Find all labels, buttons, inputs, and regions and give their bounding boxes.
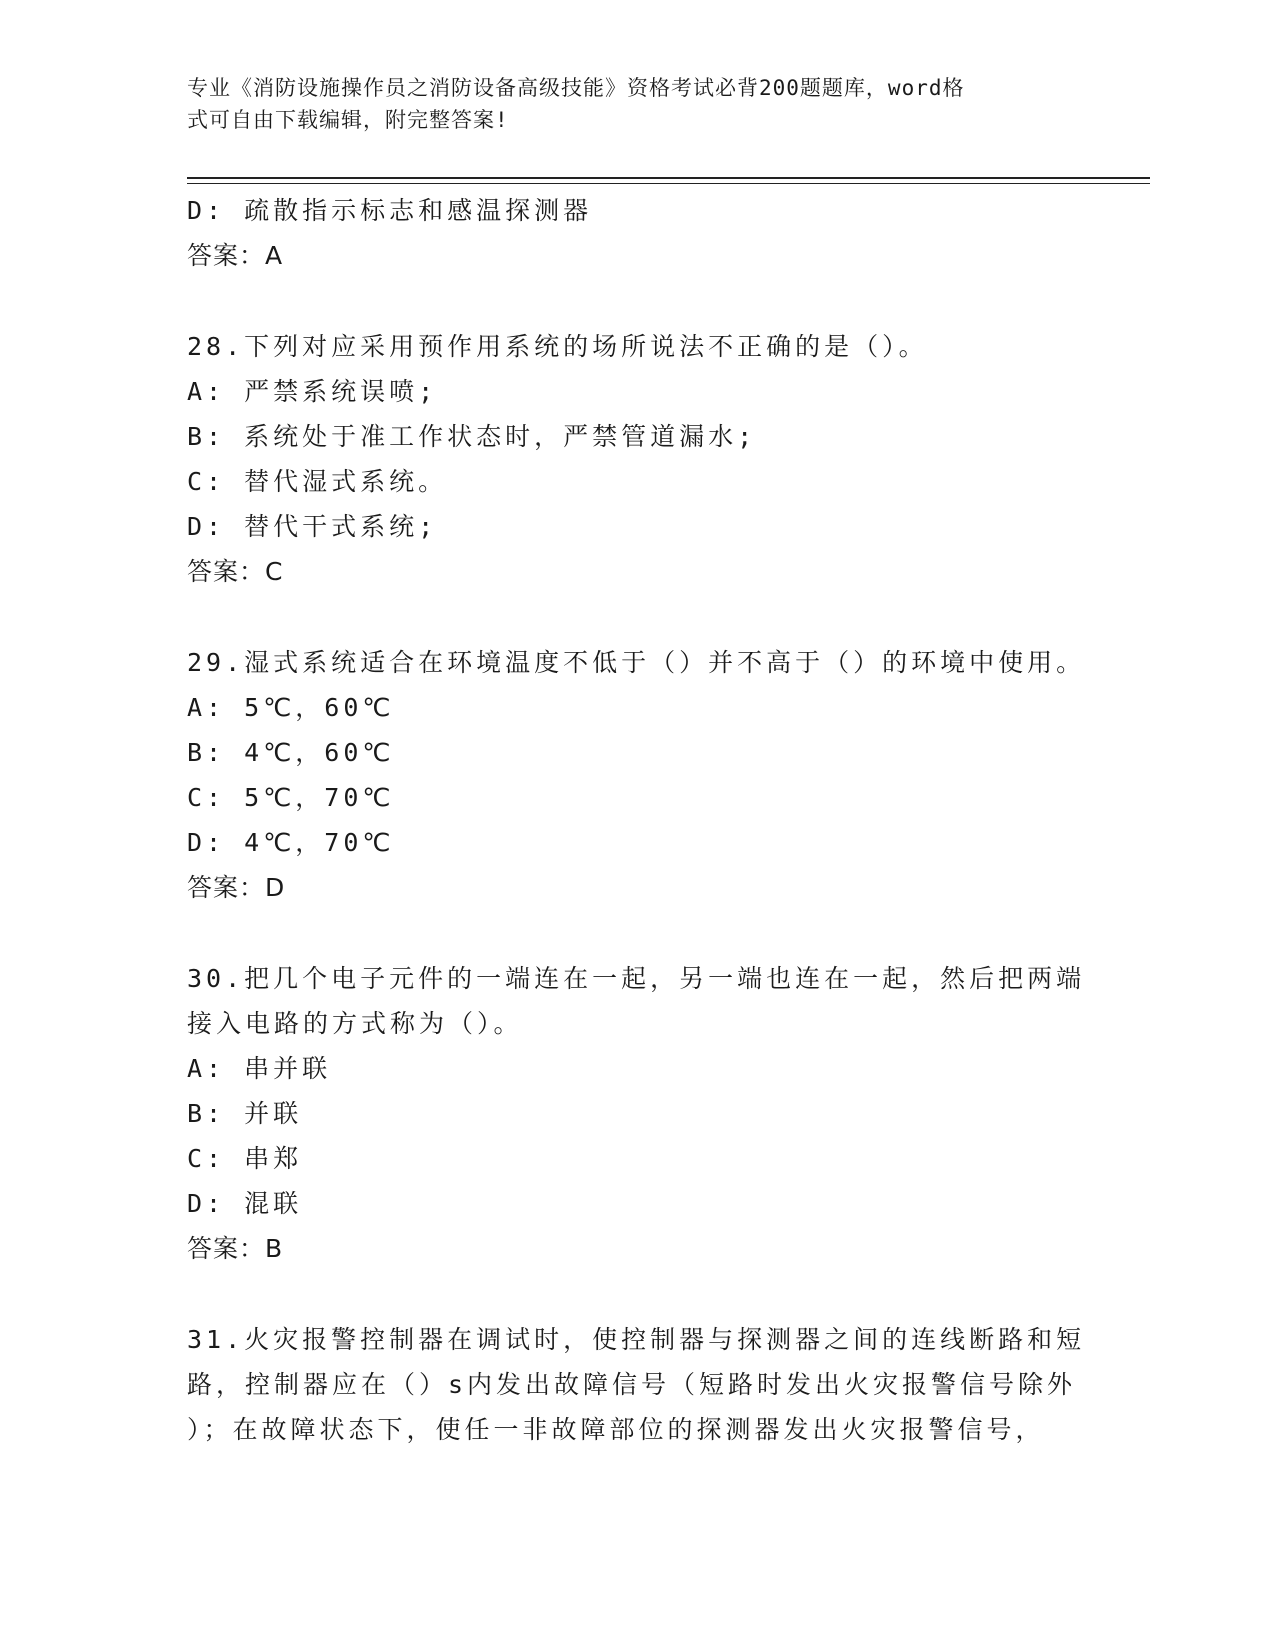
question-text: 31.火灾报警控制器在调试时，使控制器与探测器之间的连线断路和短 bbox=[187, 1325, 1086, 1354]
question-text-continued: 接入电路的方式称为（）。 bbox=[187, 1009, 523, 1038]
header-line-2: 式可自由下载编辑，附完整答案! bbox=[187, 108, 509, 132]
option-a: A: 严禁系统误喷; bbox=[187, 377, 438, 406]
question-text: 29.湿式系统适合在环境温度不低于（）并不高于（）的环境中使用。 bbox=[187, 648, 1086, 677]
answer-line: 答案：D bbox=[187, 873, 286, 902]
question-text-continued: ）；在故障状态下，使任一非故障部位的探测器发出火灾报警信号， bbox=[187, 1415, 1045, 1444]
question-text: 28.下列对应采用预作用系统的场所说法不正确的是（）。 bbox=[187, 332, 928, 361]
option-d: D: 4℃，70℃ bbox=[187, 828, 395, 857]
header-line-1: 专业《消防设施操作员之消防设备高级技能》资格考试必背200题题库，word格 bbox=[187, 76, 965, 100]
option-c: C: 替代湿式系统。 bbox=[187, 467, 448, 496]
option-d: D: 混联 bbox=[187, 1189, 303, 1218]
option-d: D: 疏散指示标志和感温探测器 bbox=[187, 196, 593, 225]
answer-line: 答案：C bbox=[187, 557, 284, 586]
option-c: C: 串郑 bbox=[187, 1144, 303, 1173]
option-a: A: 5℃，60℃ bbox=[187, 693, 395, 722]
question-text: 30.把几个电子元件的一端连在一起，另一端也连在一起，然后把两端 bbox=[187, 964, 1086, 993]
spacer bbox=[187, 1271, 1087, 1317]
question-text-continued: 路，控制器应在（）s内发出故障信号（短路时发出火灾报警信号除外 bbox=[187, 1370, 1077, 1399]
header-rule-thick bbox=[187, 177, 1150, 179]
spacer bbox=[187, 594, 1087, 640]
option-b: B: 并联 bbox=[187, 1099, 303, 1128]
answer-line: 答案：B bbox=[187, 1234, 284, 1263]
question-block-30 bbox=[187, 956, 1087, 1271]
header-rule-thin bbox=[187, 183, 1150, 184]
question-block-27-tail bbox=[187, 188, 1087, 278]
option-b: B: 4℃，60℃ bbox=[187, 738, 395, 767]
question-block-29 bbox=[187, 640, 1087, 910]
option-c: C: 5℃，70℃ bbox=[187, 783, 395, 812]
spacer bbox=[187, 278, 1087, 324]
option-a: A: 串并联 bbox=[187, 1054, 332, 1083]
question-block-31 bbox=[187, 1317, 1087, 1452]
answer-line: 答案：A bbox=[187, 241, 284, 270]
question-block-28 bbox=[187, 324, 1087, 594]
option-b: B: 系统处于准工作状态时，严禁管道漏水; bbox=[187, 422, 757, 451]
document-header bbox=[187, 72, 1087, 136]
document-body bbox=[187, 188, 1087, 1452]
spacer bbox=[187, 910, 1087, 956]
option-d: D: 替代干式系统; bbox=[187, 512, 438, 541]
